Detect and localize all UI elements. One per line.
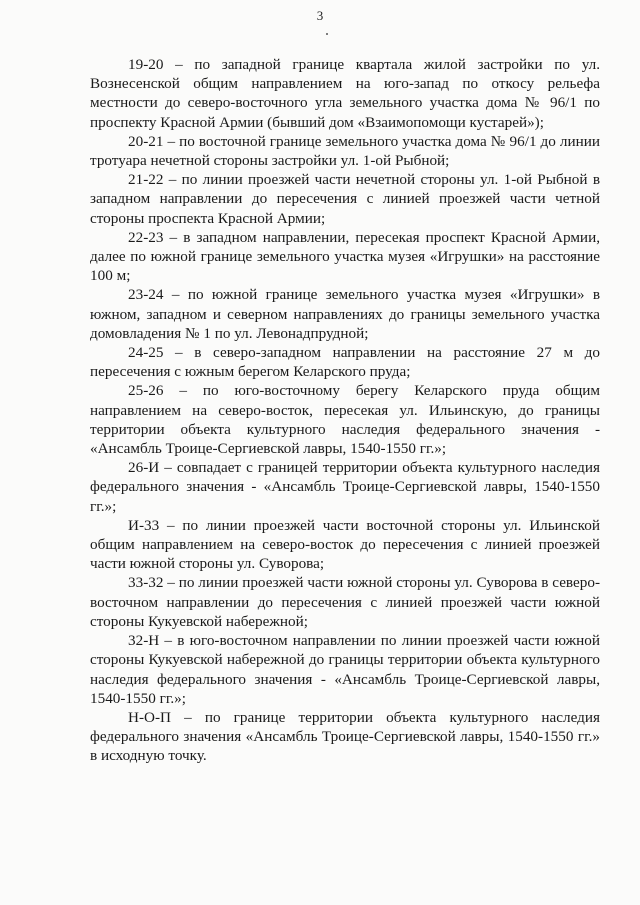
paragraph-33-32: 33-32 – по линии проезжей части южной стороны ул. Суворова в северо-восточном направлении до пересечения с линией проезжей части южной стороны Кукуевской набережной; [90,574,600,630]
page-number: 3 [316,8,324,23]
paragraph-19-20: 19-20 – по западной границе квартала жилой застройки по ул. Вознесенской общим направлением на юго-запад по откосу рельефа местности до северо-восточного угла земельного участка дома № 96/1 по проспекту Красной Армии (бывший дом «Взаимопомощи кустарей»); [90,56,600,131]
paragraph-24-25: 24-25 – в северо-западном направлении на расстояние 27 м до пересечения с южным берегом Келарского пруда; [90,344,600,381]
paragraph-21-22: 21-22 – по линии проезжей части нечетной стороны ул. 1-ой Рыбной в западном направлении до пересечения с линией проезжей части четной стороны проспекта Красной Армии; [90,171,600,227]
paragraph-n-o-p: Н-О-П – по границе территории объекта культурного наследия федерального значения «Ансамбль Троице-Сергиевской лавры, 1540-1550 гг.» в исходную точку. [90,708,600,765]
document-body [90,55,600,766]
paragraph-i-33: И-33 – по линии проезжей части восточной стороны ул. Ильинской общим направлением на северо-восток до пересечения с линией проезжей части южной стороны ул. Суворова; [90,516,600,573]
paragraph-22-23: 22-23 – в западном направлении, пересекая проспект Красной Армии, далее по южной границе земельного участка музея «Игрушки» на расстояние 100 м; [90,228,600,285]
paragraph-32-n: 32-Н – в юго-восточном направлении по линии проезжей части южной стороны Кукуевской набережной до границы территории объекта культурного наследия федерального значения - «Ансамбль Троице-Сергиевской лавры, 1540-1550 гг.»; [90,632,600,707]
paragraph-23-24: 23-24 – по южной границе земельного участка музея «Игрушки» в южном, западном и северном направлениях до границы земельного участка домовладения № 1 по ул. Левонадпрудной; [90,286,600,342]
scan-speck [326,33,328,35]
paragraph-20-21: 20-21 – по восточной границе земельного участка дома № 96/1 до линии тротуара нечетной стороны застройки ул. 1-ой Рыбной; [90,132,600,170]
paragraph-26-i: 26-И – совпадает с границей территории объекта культурного наследия федерального значения - «Ансамбль Троице-Сергиевской лавры, 1540-1550 гг.»; [90,459,600,515]
paragraph-25-26: 25-26 – по юго-восточному берегу Келарского пруда общим направлением на северо-восток, пересекая ул. Ильинскую, до границы территории объекта культурного наследия федерального значения - «Ансамбль Троице-Сергиевской лавры, 1540-1550 гг.»; [90,382,600,458]
